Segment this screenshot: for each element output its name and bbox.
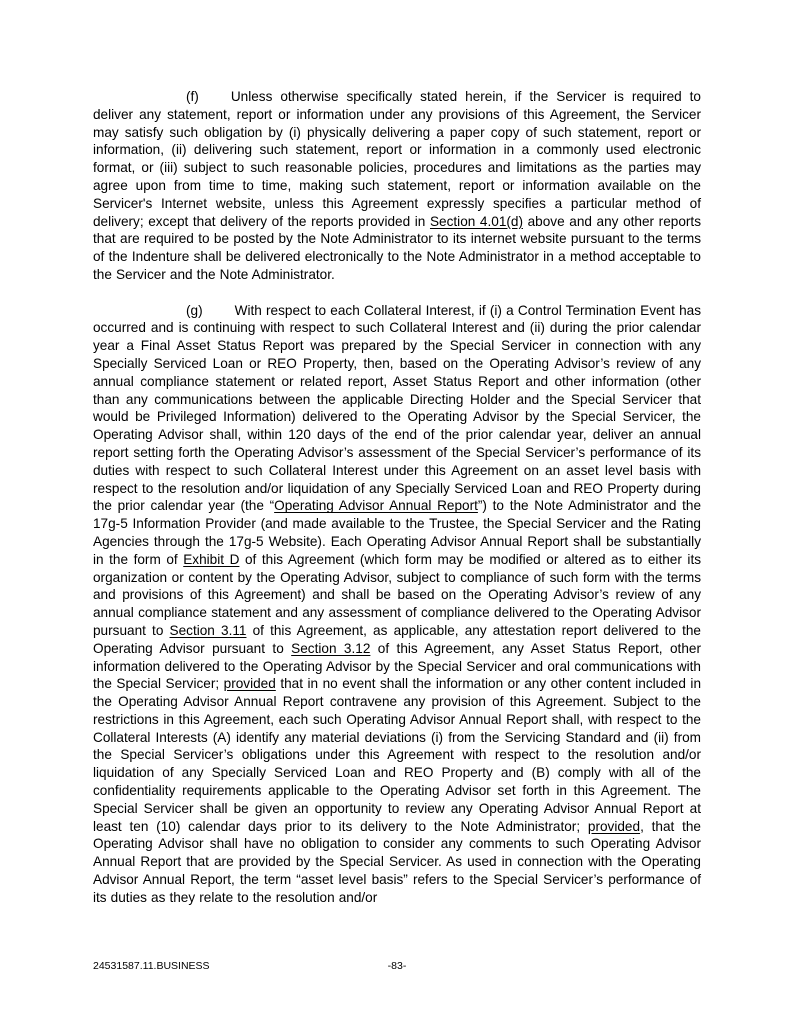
paragraph-f-text: above and any other reports that are required to be posted by the Note Administrator to its internet website pursuant to the terms of the Indenture shall be delivered electronically to the Note Administrator in a method acceptable to the Servicer and the Note Administrator.	[93, 213, 701, 282]
paragraph-f-label: (f)	[186, 89, 199, 104]
paragraph-g	[93, 302, 701, 907]
paragraph-g-text: that in no event shall the information or any other content included in the Operating Advisor Annual Report contravene any provision of this Agreement. Subject to the restrictions in this Agreement, each such Operating Advisor Annual Report shall, with respect to the Collateral Interests (A) identify any material deviations (i) from the Servicing Standard and (ii) from the Special Servicer’s obligations under this Agreement with respect to the resolution and/or liquidation of any Specially Serviced Loan and REO Property and (B) comply with all of the confidentiality requirements applicable to the Operating Advisor set forth in this Agreement. The Special Servicer shall be given an opportunity to review any Operating Advisor Annual Report at least ten (10) calendar days prior to its delivery to the Note Administrator;	[93, 676, 701, 834]
paragraph-g-text: of this Agreement (which form may be modified or altered as to either its organization or content by the Operating Advisor, subject to compliance of such form with the terms and provisions of this Agreement) and shall be based on the Operating Advisor’s review of any annual compliance statement and any assessment of compliance delivered to the Operating Advisor pursuant to	[93, 551, 702, 638]
paragraph-f	[93, 88, 701, 284]
paragraph-g-text: With respect to each Collateral Interest, if (i) a Control Termination Event has occurred and is continuing with respect to such Collateral Interest and (ii) during the prior calendar year a Final Asset Status Report was prepared by the Special Servicer in connection with any Specially Serviced Loan or REO Property, then, based on the Operating Advisor’s review of any annual compliance statement or related report, Asset Status Report and other information (other than any communications between the applicable Directing Holder and the Special Servicer that would be Privileged Information) delivered to the Operating Advisor by the Special Servicer, the Operating Advisor shall, within 120 days of the end of the prior calendar year, deliver an annual report setting forth the Operating Advisor’s assessment of the Special Servicer’s performance of its duties with respect to such Collateral Interest under this Agreement on an asset level basis with respect to the resolution and/or liquidation of any Specially Serviced Loan and REO Property during the prior calendar year (the “	[93, 302, 701, 514]
paragraph-g-text: of this Agreement, as applicable, any attestation report delivered to the Operating Advisor pursuant to	[93, 622, 701, 656]
paragraph-g-text: ”) to the Note Administrator and the 17g-5 Information Provider (and made available to the Trustee, the Special Servicer and the Rating Agencies through the 17g-5 Website). Each Operating Advisor Annual Report shall be substantially in the form of	[93, 498, 702, 567]
exhibit-d-reference: Exhibit D	[183, 551, 240, 567]
paragraph-g-text: , that the Operating Advisor shall have no obligation to consider any comments to such Operating Advisor Annual Report that are provided by the Special Servicer. As used in connection with the Operating Advisor Annual Report, the term “asset level basis” refers to the Special Servicer’s performance of its duties as they relate to the resolution and/or	[93, 818, 701, 905]
section-4-01-d-reference: Section 4.01(d)	[429, 213, 523, 229]
paragraph-f-text: Unless otherwise specifically stated herein, if the Servicer is required to deliver any statement, report or information under any provisions of this Agreement, the Servicer may satisfy such obligation by (i) physically delivering a paper copy of such statement, report or information, (ii) delivering such statement, report or information in a commonly used electronic format, or (iii) subject to such reasonable policies, procedures and limitations as the parties may agree upon from time to time, making such statement, report or information available on the Servicer's Internet website, unless this Agreement expressly specifies a particular method of delivery; except that delivery of the reports provided in	[93, 89, 701, 229]
proviso-term: provided	[587, 818, 641, 834]
paragraph-g-text: of this Agreement, any Asset Status Report, other information delivered to the Operating Advisor by the Special Servicer and oral communications with the Special Servicer;	[93, 640, 701, 692]
paragraph-g-label: (g)	[186, 302, 203, 318]
page-number: -83-	[387, 960, 407, 972]
document-body	[93, 88, 701, 907]
proviso-term: provided	[223, 676, 276, 692]
section-3-12-reference: Section 3.12	[291, 640, 371, 656]
defined-term-operating-advisor-annual-report: Operating Advisor Annual Report	[274, 498, 478, 514]
section-3-11-reference: Section 3.11	[169, 622, 247, 638]
document-id: 24531587.11.BUSINESS	[93, 960, 210, 972]
